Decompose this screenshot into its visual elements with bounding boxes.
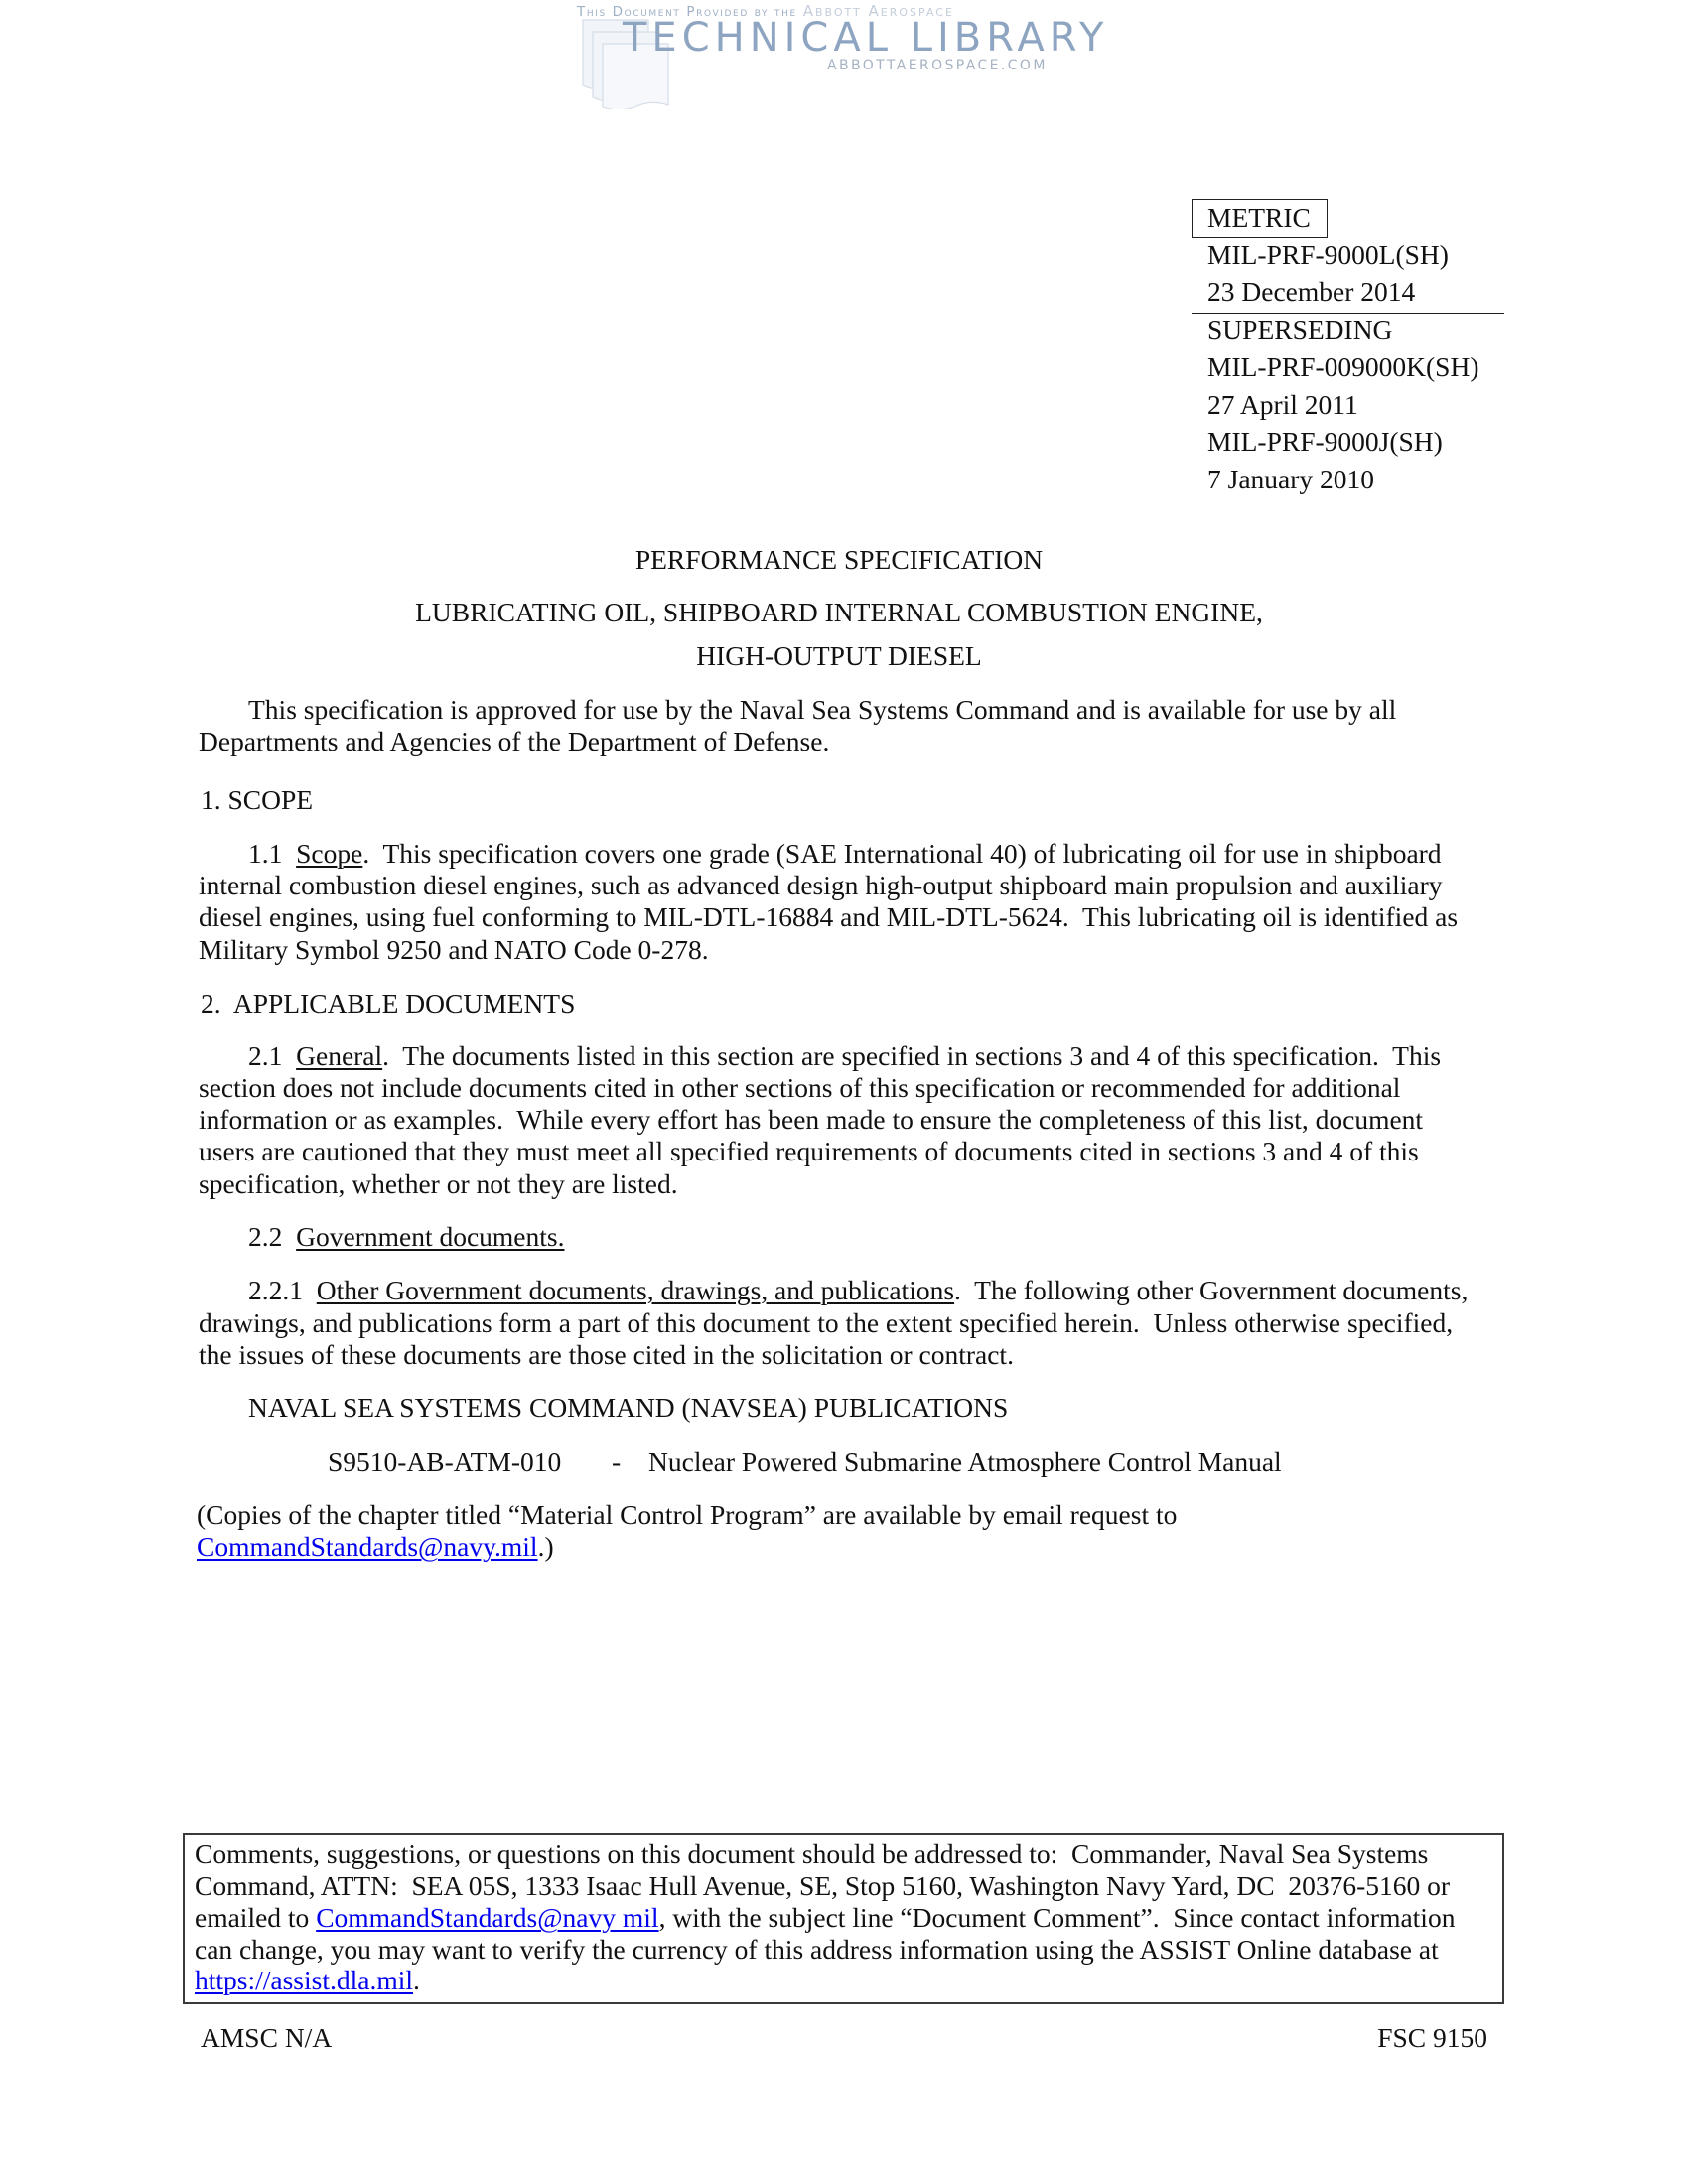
copies-note-end: .) bbox=[537, 1531, 554, 1562]
paragraph-2-2-1-first-line bbox=[248, 1275, 1468, 1306]
comments-assist-line bbox=[195, 1965, 420, 1996]
paragraph-text: information or as examples. While every effort has been made to ensure the completeness of this list, document bbox=[199, 1104, 1424, 1135]
paragraph-text: section does not include documents cited in other sections of this specification or recommended for additional bbox=[199, 1072, 1401, 1103]
paragraph-number: 2.2.1 bbox=[248, 1275, 317, 1305]
approval-text: Departments and Agencies of the Department of Defense. bbox=[199, 726, 830, 756]
publication-code: S9510-AB-ATM-010 bbox=[328, 1446, 562, 1477]
superseded-document-date: 27 April 2011 bbox=[1207, 389, 1358, 420]
metric-label: METRIC bbox=[1207, 203, 1311, 233]
watermark-title: TECHNICAL LIBRARY bbox=[623, 15, 1109, 61]
paragraph-title: General bbox=[296, 1040, 383, 1071]
superseded-document-date: 7 January 2010 bbox=[1207, 464, 1375, 494]
copies-note: (Copies of the chapter titled “Material Control Program” are available by email request to bbox=[197, 1499, 1178, 1530]
superseded-document-id: MIL-PRF-9000J(SH) bbox=[1207, 426, 1443, 457]
document-title-line-1: LUBRICATING OIL, SHIPBOARD INTERNAL COMBUSTION ENGINE, bbox=[415, 597, 1263, 627]
comments-email-line bbox=[195, 1902, 1455, 1934]
abbott-aerospace-watermark-logo bbox=[571, 0, 1109, 111]
comments-text: . bbox=[413, 1965, 420, 1995]
paragraph-number: 2.2 bbox=[248, 1221, 297, 1252]
paragraph-2-2 bbox=[248, 1221, 564, 1253]
paragraph-text: users are cautioned that they must meet all specified requirements of documents cited in sections 3 and 4 of this bbox=[199, 1136, 1419, 1166]
comments-text: Comments, suggestions, or questions on this document should be addressed to: Commander, Naval Sea Systems bbox=[195, 1839, 1429, 1869]
paragraph-text: the issues of these documents are those cited in the solicitation or contract. bbox=[199, 1339, 1014, 1370]
watermark-url: ABBOTTAEROSPACE.COM bbox=[827, 58, 1048, 73]
paragraph-text: diesel engines, using fuel conforming to MIL-DTL-16884 and MIL-DTL-5624. This lubricating oil is identified as bbox=[199, 901, 1459, 932]
paragraph-text: . This specification covers one grade (SAE International 40) of lubricating oil for use in shipboard bbox=[362, 838, 1442, 869]
navsea-publications-heading: NAVAL SEA SYSTEMS COMMAND (NAVSEA) PUBLICATIONS bbox=[248, 1392, 1009, 1423]
paragraph-text: . The documents listed in this section are specified in sections 3 and 4 of this specification. This bbox=[382, 1040, 1442, 1071]
paragraph-2-1-first-line bbox=[248, 1040, 1441, 1072]
paragraph-title: Government documents. bbox=[296, 1221, 565, 1252]
superseded-document-id: MIL-PRF-009000K(SH) bbox=[1207, 351, 1479, 382]
paragraph-number: 1.1 bbox=[248, 838, 297, 869]
paragraph-1-1-first-line bbox=[248, 838, 1442, 870]
watermark-brand: Abbott Aerospace bbox=[802, 2, 954, 20]
comments-text: , with the subject line “Document Comment”. Since contact information bbox=[658, 1902, 1456, 1933]
footer-amsc: AMSC N/A bbox=[201, 2022, 333, 2053]
section-heading-applicable-documents: 2. APPLICABLE DOCUMENTS bbox=[201, 988, 576, 1019]
document-date: 23 December 2014 bbox=[1207, 276, 1416, 307]
copies-note-email-line bbox=[197, 1531, 554, 1563]
comments-text: Command, ATTN: SEA 05S, 1333 Isaac Hull Avenue, SE, Stop 5160, Washington Navy Yard, DC 20376-5160 or bbox=[195, 1870, 1451, 1901]
publication-separator: - bbox=[612, 1446, 622, 1477]
specification-type: PERFORMANCE SPECIFICATION bbox=[634, 544, 1044, 575]
paragraph-text: drawings, and publications form a part of this document to the extent specified herein. Unless otherwise specified, bbox=[199, 1307, 1454, 1338]
paragraph-text: . The following other Government documents, bbox=[954, 1275, 1469, 1305]
paragraph-number: 2.1 bbox=[248, 1040, 297, 1071]
paragraph-title: Other Government documents, drawings, and publications bbox=[316, 1275, 955, 1305]
command-standards-email-link[interactable]: CommandStandards@navy.mil bbox=[197, 1531, 538, 1562]
paragraph-title: Scope bbox=[296, 838, 363, 869]
comments-text: emailed to bbox=[195, 1902, 317, 1933]
paragraph-text: specification, whether or not they are listed. bbox=[199, 1168, 678, 1199]
footer-fsc: FSC 9150 bbox=[1377, 2022, 1487, 2053]
comments-email-link[interactable]: CommandStandards@navy mil bbox=[316, 1902, 659, 1933]
document-id: MIL-PRF-9000L(SH) bbox=[1207, 239, 1449, 270]
publication-title: Nuclear Powered Submarine Atmosphere Control Manual bbox=[648, 1446, 1282, 1477]
approval-text: This specification is approved for use by the Naval Sea Systems Command and is available for use by all bbox=[248, 694, 1397, 725]
paragraph-text: internal combustion diesel engines, such as advanced design high-output shipboard main propulsion and auxiliary bbox=[199, 870, 1443, 900]
paragraph-text: Military Symbol 9250 and NATO Code 0-278. bbox=[199, 934, 709, 965]
section-heading-scope: 1. SCOPE bbox=[201, 784, 314, 815]
assist-website-link[interactable]: https://assist.dla.mil bbox=[195, 1965, 414, 1995]
document-title-line-2: HIGH-OUTPUT DIESEL bbox=[696, 640, 982, 671]
watermark-tagline-prefix: This Document Provided by the bbox=[577, 4, 797, 20]
superseding-label: SUPERSEDING bbox=[1207, 314, 1393, 344]
comments-text: can change, you may want to verify the currency of this address information using the ASSIST Online database at bbox=[195, 1934, 1439, 1965]
